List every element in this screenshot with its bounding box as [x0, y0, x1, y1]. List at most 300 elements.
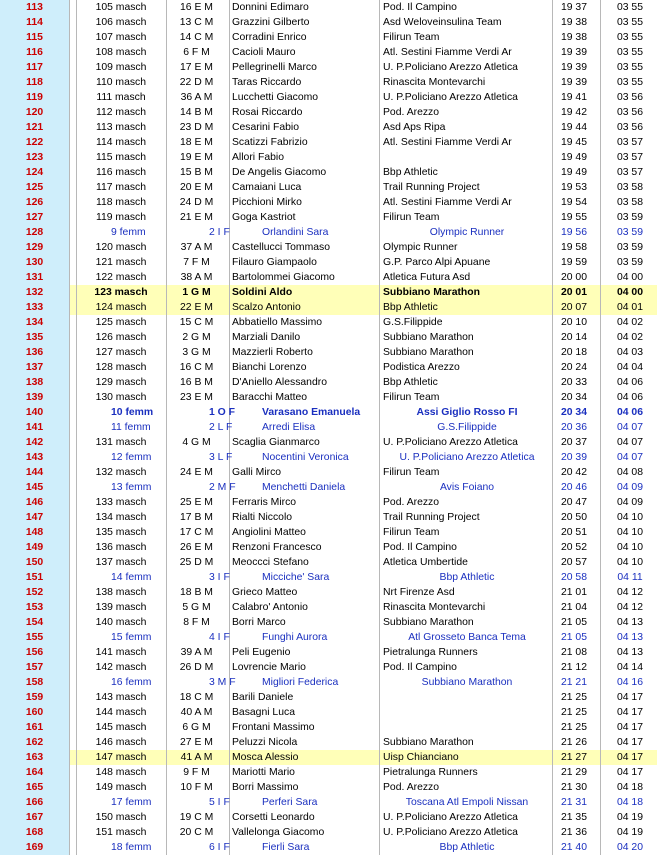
category-count-cell: 120 masch	[95, 242, 147, 253]
table-row	[0, 15, 657, 30]
column-divider	[69, 750, 70, 765]
column-divider	[166, 150, 167, 165]
category-count-cell: 116 masch	[95, 167, 147, 178]
column-divider	[69, 165, 70, 180]
column-divider	[600, 705, 601, 720]
category-position-cell: 25 D M	[179, 557, 214, 568]
column-divider	[229, 240, 230, 255]
position-cell: 124	[0, 165, 69, 180]
category-position-cell: 2 G M	[182, 332, 211, 343]
category-count-cell: 126 masch	[95, 332, 147, 343]
column-divider	[69, 585, 70, 600]
column-divider	[229, 600, 230, 615]
pace-cell: 04 19	[616, 827, 643, 838]
column-divider	[600, 420, 601, 435]
position-cell: 128	[0, 225, 69, 240]
category-position-cell: 19 C M	[179, 812, 214, 823]
time-cell: 21 01	[560, 587, 587, 598]
position-cell: 131	[0, 270, 69, 285]
team-cell: U. P.Policiano Arezzo Atletica	[399, 452, 535, 463]
team-cell: Bbp Athletic	[439, 572, 495, 583]
category-position-cell: 1 O F	[209, 407, 235, 418]
category-count-cell: 144 masch	[95, 707, 147, 718]
column-divider	[69, 720, 70, 735]
athlete-name-cell: Corsetti Leonardo	[232, 812, 315, 823]
table-row	[0, 705, 657, 720]
table-row	[0, 840, 657, 855]
position-cell: 160	[0, 705, 69, 720]
column-divider	[600, 570, 601, 585]
column-divider	[229, 255, 230, 270]
position-cell: 120	[0, 105, 69, 120]
table-row	[0, 390, 657, 405]
column-divider	[229, 390, 230, 405]
time-cell: 19 54	[560, 197, 587, 208]
position-cell: 115	[0, 30, 69, 45]
column-divider	[229, 165, 230, 180]
time-cell: 19 39	[560, 62, 587, 73]
column-divider	[600, 435, 601, 450]
column-divider	[229, 360, 230, 375]
column-divider	[600, 510, 601, 525]
column-divider	[69, 75, 70, 90]
team-cell: U. P.Policiano Arezzo Atletica	[383, 437, 518, 448]
category-count-cell: 18 femm	[111, 842, 152, 853]
column-divider	[166, 330, 167, 345]
column-divider	[600, 405, 601, 420]
table-row	[0, 765, 657, 780]
team-cell: Atl. Sestini Fiamme Verdi Ar	[383, 137, 512, 148]
team-cell: Rinascita Montevarchi	[383, 602, 486, 613]
column-divider	[229, 720, 230, 735]
position-cell: 163	[0, 750, 69, 765]
athlete-name-cell: Scalzo Antonio	[232, 302, 301, 313]
table-row	[0, 795, 657, 810]
pace-cell: 04 17	[616, 707, 643, 718]
position-cell: 127	[0, 210, 69, 225]
column-divider	[229, 270, 230, 285]
pace-cell: 03 58	[616, 182, 643, 193]
category-position-cell: 5 G M	[182, 602, 211, 613]
column-divider	[166, 555, 167, 570]
column-divider	[600, 465, 601, 480]
pace-cell: 04 20	[616, 842, 643, 853]
table-row	[0, 630, 657, 645]
table-row	[0, 480, 657, 495]
column-divider	[166, 795, 167, 810]
column-divider	[69, 195, 70, 210]
pace-cell: 04 13	[616, 617, 643, 628]
category-position-cell: 8 F M	[183, 617, 210, 628]
position-cell: 116	[0, 45, 69, 60]
category-count-cell: 127 masch	[95, 347, 147, 358]
category-count-cell: 17 femm	[111, 797, 152, 808]
category-count-cell: 135 masch	[95, 527, 147, 538]
time-cell: 19 39	[560, 47, 587, 58]
athlete-name-cell: Marziali Danilo	[232, 332, 301, 343]
pace-cell: 04 17	[616, 722, 643, 733]
team-cell: Bbp Athletic	[439, 842, 495, 853]
table-row	[0, 585, 657, 600]
position-cell: 138	[0, 375, 69, 390]
category-count-cell: 131 masch	[95, 437, 147, 448]
position-cell: 154	[0, 615, 69, 630]
time-cell: 21 35	[560, 812, 587, 823]
position-cell: 157	[0, 660, 69, 675]
column-divider	[600, 540, 601, 555]
table-row	[0, 75, 657, 90]
category-position-cell: 20 C M	[179, 827, 214, 838]
column-divider	[69, 330, 70, 345]
athlete-name-cell: Funghi Aurora	[262, 632, 328, 643]
position-cell: 159	[0, 690, 69, 705]
column-divider	[600, 480, 601, 495]
column-divider	[229, 180, 230, 195]
column-divider	[600, 225, 601, 240]
column-divider	[600, 600, 601, 615]
team-cell: Uisp Chianciano	[383, 752, 459, 763]
team-cell: Assi Giglio Rosso FI	[416, 407, 518, 418]
athlete-name-cell: Varasano Emanuela	[262, 407, 361, 418]
team-cell: G.P. Parco Alpi Apuane	[383, 257, 491, 268]
position-cell: 114	[0, 15, 69, 30]
column-divider	[69, 615, 70, 630]
time-cell: 21 29	[560, 767, 587, 778]
category-count-cell: 142 masch	[95, 662, 147, 673]
category-position-cell: 4 G M	[182, 437, 211, 448]
table-row	[0, 720, 657, 735]
column-divider	[166, 270, 167, 285]
time-cell: 19 41	[560, 92, 587, 103]
column-divider	[166, 705, 167, 720]
category-count-cell: 118 masch	[95, 197, 147, 208]
table-row	[0, 210, 657, 225]
category-position-cell: 22 E M	[180, 302, 213, 313]
team-cell: U. P.Policiano Arezzo Atletica	[383, 62, 518, 73]
time-cell: 21 40	[560, 842, 587, 853]
column-divider	[600, 450, 601, 465]
pace-cell: 04 03	[616, 347, 643, 358]
time-cell: 19 38	[560, 17, 587, 28]
table-row	[0, 465, 657, 480]
team-cell: Podistica Arezzo	[383, 362, 460, 373]
column-divider	[229, 90, 230, 105]
position-cell: 117	[0, 60, 69, 75]
column-divider	[69, 810, 70, 825]
athlete-name-cell: Soldini Aldo	[232, 287, 293, 298]
pace-cell: 04 02	[616, 332, 643, 343]
athlete-name-cell: Basagni Luca	[232, 707, 295, 718]
table-row	[0, 285, 657, 300]
position-cell: 130	[0, 255, 69, 270]
column-divider	[229, 705, 230, 720]
column-divider	[69, 30, 70, 45]
time-cell: 20 39	[560, 452, 587, 463]
category-position-cell: 16 B M	[180, 377, 213, 388]
column-divider	[166, 300, 167, 315]
column-divider	[166, 675, 167, 690]
column-divider	[600, 75, 601, 90]
position-cell: 126	[0, 195, 69, 210]
time-cell: 21 30	[560, 782, 587, 793]
team-cell: Subbiano Marathon	[421, 677, 513, 688]
column-divider	[600, 750, 601, 765]
position-cell: 164	[0, 765, 69, 780]
athlete-name-cell: Castellucci Tommaso	[232, 242, 330, 253]
pace-cell: 04 11	[617, 572, 643, 583]
table-row	[0, 195, 657, 210]
team-cell: Avis Foiano	[439, 482, 495, 493]
position-cell: 158	[0, 675, 69, 690]
team-cell: Bbp Athletic	[383, 302, 438, 313]
category-count-cell: 10 femm	[111, 407, 154, 418]
column-divider	[229, 210, 230, 225]
team-cell: Atletica Umbertide	[383, 557, 468, 568]
pace-cell: 03 55	[616, 2, 643, 13]
team-cell: Pod. Il Campino	[383, 542, 457, 553]
table-row	[0, 405, 657, 420]
column-divider	[69, 735, 70, 750]
team-cell: Pietralunga Runners	[383, 647, 478, 658]
athlete-name-cell: Camaiani Luca	[232, 182, 302, 193]
category-position-cell: 20 E M	[180, 182, 213, 193]
table-row	[0, 570, 657, 585]
column-divider	[600, 795, 601, 810]
column-divider	[600, 660, 601, 675]
category-count-cell: 143 masch	[95, 692, 147, 703]
column-divider	[600, 585, 601, 600]
athlete-name-cell: Peluzzi Nicola	[232, 737, 298, 748]
athlete-name-cell: Calabro' Antonio	[232, 602, 308, 613]
column-divider	[166, 135, 167, 150]
category-count-cell: 145 masch	[95, 722, 147, 733]
time-cell: 20 37	[560, 437, 587, 448]
table-row	[0, 690, 657, 705]
category-count-cell: 133 masch	[95, 497, 147, 508]
category-count-cell: 148 masch	[95, 767, 147, 778]
table-row	[0, 810, 657, 825]
position-cell: 165	[0, 780, 69, 795]
athlete-name-cell: Orlandini Sara	[262, 227, 329, 238]
team-cell: Asd Aps Ripa	[383, 122, 446, 133]
column-divider	[69, 0, 70, 15]
column-divider	[166, 810, 167, 825]
column-divider	[69, 45, 70, 60]
time-cell: 20 24	[560, 362, 587, 373]
column-divider	[600, 150, 601, 165]
category-count-cell: 146 masch	[95, 737, 147, 748]
column-divider	[229, 660, 230, 675]
time-cell: 20 50	[560, 512, 587, 523]
column-divider	[166, 0, 167, 15]
time-cell: 20 07	[560, 302, 587, 313]
position-cell: 145	[0, 480, 69, 495]
category-count-cell: 151 masch	[95, 827, 147, 838]
table-row	[0, 60, 657, 75]
category-position-cell: 4 I F	[209, 632, 230, 643]
column-divider	[166, 180, 167, 195]
category-count-cell: 123 masch	[94, 287, 148, 298]
time-cell: 19 59	[560, 257, 587, 268]
column-divider	[600, 30, 601, 45]
position-cell: 144	[0, 465, 69, 480]
column-divider	[69, 510, 70, 525]
column-divider	[600, 765, 601, 780]
position-cell: 125	[0, 180, 69, 195]
column-divider	[166, 390, 167, 405]
position-cell: 135	[0, 330, 69, 345]
table-row	[0, 675, 657, 690]
category-count-cell: 150 masch	[95, 812, 147, 823]
team-cell: Pod. Il Campino	[383, 2, 457, 13]
category-count-cell: 149 masch	[95, 782, 147, 793]
column-divider	[600, 630, 601, 645]
team-cell: Subbiano Marathon	[383, 347, 474, 358]
table-row	[0, 660, 657, 675]
position-cell: 162	[0, 735, 69, 750]
team-cell: Subbiano Marathon	[383, 287, 480, 298]
category-count-cell: 14 femm	[111, 572, 152, 583]
pace-cell: 04 12	[616, 587, 643, 598]
column-divider	[600, 735, 601, 750]
athlete-name-cell: Pellegrinelli Marco	[232, 62, 317, 73]
column-divider	[600, 330, 601, 345]
pace-cell: 03 59	[616, 242, 643, 253]
category-position-cell: 39 A M	[180, 647, 213, 658]
position-cell: 140	[0, 405, 69, 420]
table-row	[0, 540, 657, 555]
column-divider	[166, 285, 167, 300]
column-divider	[166, 480, 167, 495]
team-cell: Rinascita Montevarchi	[383, 77, 486, 88]
category-count-cell: 115 masch	[95, 152, 147, 163]
table-row	[0, 780, 657, 795]
column-divider	[600, 300, 601, 315]
pace-cell: 04 07	[616, 452, 643, 463]
column-divider	[229, 60, 230, 75]
column-divider	[600, 90, 601, 105]
category-position-cell: 6 G M	[182, 722, 211, 733]
pace-cell: 03 57	[616, 152, 643, 163]
position-cell: 169	[0, 840, 69, 855]
column-divider	[166, 360, 167, 375]
position-cell: 137	[0, 360, 69, 375]
category-count-cell: 106 masch	[95, 17, 147, 28]
athlete-name-cell: Perferi Sara	[262, 797, 318, 808]
column-divider	[166, 615, 167, 630]
pace-cell: 04 09	[616, 497, 643, 508]
athlete-name-cell: Lovrencie Mario	[232, 662, 306, 673]
position-cell: 118	[0, 75, 69, 90]
table-row	[0, 435, 657, 450]
column-divider	[229, 120, 230, 135]
table-row	[0, 240, 657, 255]
column-divider	[166, 465, 167, 480]
position-cell: 136	[0, 345, 69, 360]
column-divider	[229, 495, 230, 510]
time-cell: 21 12	[560, 662, 587, 673]
column-divider	[69, 795, 70, 810]
category-count-cell: 140 masch	[95, 617, 147, 628]
category-position-cell: 23 E M	[180, 392, 213, 403]
column-divider	[166, 720, 167, 735]
time-cell: 21 25	[560, 722, 587, 733]
column-divider	[229, 285, 230, 300]
table-row	[0, 30, 657, 45]
team-cell: Subbiano Marathon	[383, 737, 474, 748]
pace-cell: 04 06	[616, 377, 643, 388]
time-cell: 19 58	[560, 242, 587, 253]
position-cell: 161	[0, 720, 69, 735]
position-cell: 146	[0, 495, 69, 510]
pace-cell: 04 18	[616, 797, 643, 808]
pace-cell: 04 08	[616, 467, 643, 478]
column-divider	[166, 345, 167, 360]
column-divider	[166, 825, 167, 840]
team-cell: Trail Running Project	[383, 182, 480, 193]
time-cell: 21 05	[560, 617, 587, 628]
athlete-name-cell: Micciche' Sara	[262, 572, 330, 583]
category-count-cell: 141 masch	[95, 647, 147, 658]
column-divider	[69, 210, 70, 225]
pace-cell: 03 56	[616, 92, 643, 103]
category-position-cell: 21 E M	[180, 212, 213, 223]
table-row	[0, 510, 657, 525]
column-divider	[600, 195, 601, 210]
column-divider	[166, 30, 167, 45]
column-divider	[166, 315, 167, 330]
pace-cell: 04 07	[616, 437, 643, 448]
column-divider	[69, 435, 70, 450]
category-position-cell: 22 D M	[179, 77, 214, 88]
category-position-cell: 38 A M	[180, 272, 213, 283]
pace-cell: 03 59	[616, 257, 643, 268]
team-cell: Pod. Arezzo	[383, 782, 440, 793]
pace-cell: 03 59	[616, 212, 643, 223]
column-divider	[600, 285, 601, 300]
category-position-cell: 36 A M	[180, 92, 213, 103]
column-divider	[69, 405, 70, 420]
pace-cell: 03 55	[616, 32, 643, 43]
category-position-cell: 3 L F	[209, 452, 233, 463]
category-count-cell: 16 femm	[111, 677, 152, 688]
pace-cell: 03 55	[616, 77, 643, 88]
column-divider	[69, 150, 70, 165]
athlete-name-cell: Peli Eugenio	[232, 647, 291, 658]
category-position-cell: 41 A M	[180, 752, 213, 763]
category-count-cell: 136 masch	[95, 542, 147, 553]
table-row	[0, 420, 657, 435]
column-divider	[229, 690, 230, 705]
athlete-name-cell: Angiolini Matteo	[232, 527, 306, 538]
column-divider	[229, 105, 230, 120]
position-cell: 113	[0, 0, 69, 15]
athlete-name-cell: Migliori Federica	[262, 677, 339, 688]
time-cell: 21 25	[560, 707, 587, 718]
time-cell: 20 18	[560, 347, 587, 358]
team-cell: Filirun Team	[383, 392, 440, 403]
category-position-cell: 2 L F	[209, 422, 233, 433]
time-cell: 20 42	[560, 467, 587, 478]
category-position-cell: 3 G M	[182, 347, 211, 358]
table-row	[0, 360, 657, 375]
athlete-name-cell: Rialti Niccolo	[232, 512, 293, 523]
time-cell: 21 21	[560, 677, 587, 688]
time-cell: 19 49	[560, 167, 587, 178]
column-divider	[600, 675, 601, 690]
category-count-cell: 113 masch	[95, 122, 147, 133]
category-count-cell: 122 masch	[95, 272, 147, 283]
